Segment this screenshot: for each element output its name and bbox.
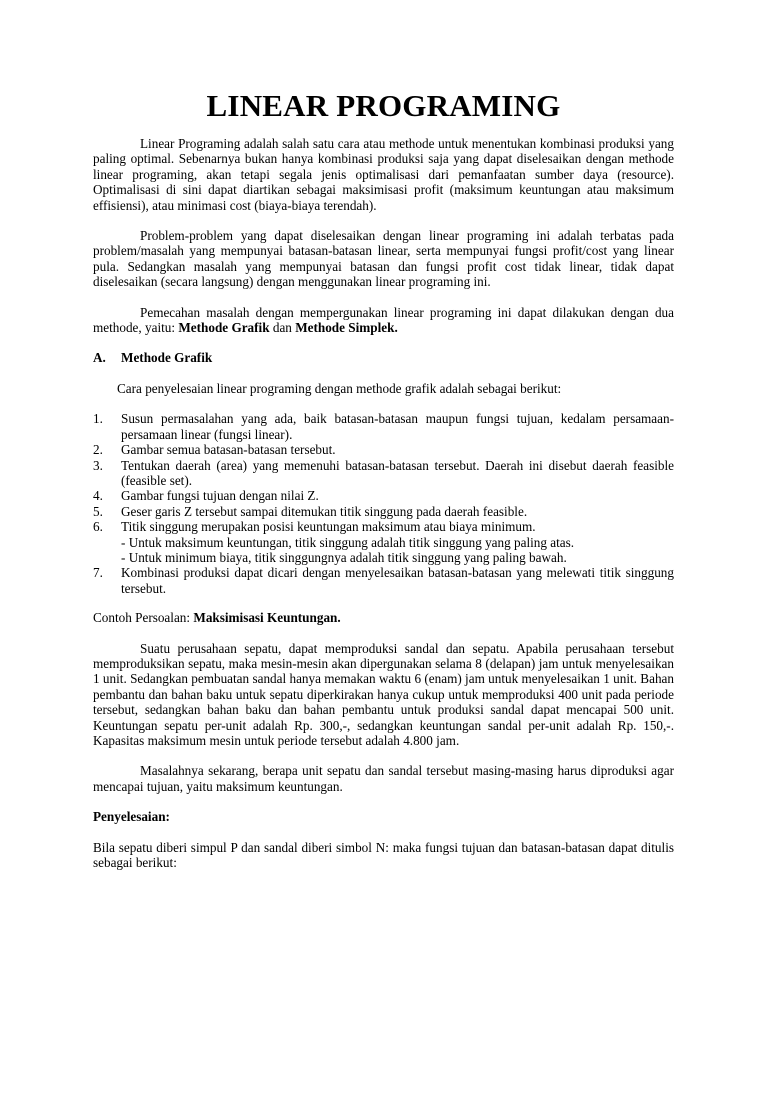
section-a-title: Methode Grafik: [121, 350, 213, 366]
document-page: [0, 88, 768, 1112]
step-number: 4.: [93, 488, 103, 504]
example-heading: [93, 610, 674, 625]
step-number: 2.: [93, 442, 103, 458]
example-paragraph-1: Suatu perusahaan sepatu, dapat memproduksi sandal dan sepatu. Apabila perusahaan tersebut memproduksikan sepatu, maka mesin-mesin akan dipergunakan selama 8 (delapan) jam untuk menyelesaikan 1 unit. Sedangkan pembuatan sandal hanya memakan waktu 6 (enam) jam untuk menyelesaikan 1 unit. Bahan pembantu dan bahan baku untuk sepatu diperkirakan hanya cukup untuk memproduksi 400 unit pada periode tersebut, sedangkan bahan baku dan bahan pembantu untuk produksi sandal dapat mencapai 500 unit. Keuntungan sepatu per-unit adalah Rp. 300,-, sedangkan keuntungan sandal per-unit adalah Rp. 150,-. Kapasitas maksimum mesin untuk periode tersebut adalah 4.800 jam.: [93, 640, 674, 748]
step-text: Susun permasalahan yang ada, baik batasan-batasan maupun fungsi tujuan, kedalam persamaan-persamaan linear (fungsi linear).: [121, 411, 674, 442]
list-item: [93, 411, 674, 442]
solution-heading: [93, 809, 674, 824]
step-subpoint-min: - Untuk minimum biaya, titik singgungnya adalah titik singgung yang paling bawah.: [121, 549, 567, 565]
step-text: Geser garis Z tersebut sampai ditemukan titik singgung pada daerah feasible.: [121, 503, 528, 519]
step-subpoint-max: - Untuk maksimum keuntungan, titik singgung adalah titik singgung yang paling atas.: [121, 534, 575, 550]
step-number: 1.: [93, 411, 103, 427]
step-number: 6.: [93, 519, 103, 535]
step-text: Tentukan daerah (area) yang memenuhi batasan-batasan tersebut. Daerah ini disebut daerah feasible (feasible set).: [121, 457, 674, 488]
list-item: [93, 458, 674, 489]
list-item: [93, 519, 674, 565]
list-item: [93, 488, 674, 503]
method-simplek-label: Methode Simplek.: [295, 320, 398, 336]
section-a-intro: Cara penyelesaian linear programing dengan methode grafik adalah sebagai berikut:: [117, 380, 562, 396]
section-a-heading: [93, 350, 674, 365]
list-item: [93, 442, 674, 457]
list-item: [93, 504, 674, 519]
list-item: [93, 565, 674, 596]
step-text: Gambar semua batasan-batasan tersebut.: [121, 442, 336, 458]
example-title: Maksimisasi Keuntungan.: [193, 610, 341, 626]
section-a-number: A.: [93, 350, 106, 366]
example-label: Contoh Persoalan:: [93, 610, 191, 626]
intro-paragraph-1: Linear Programing adalah salah satu cara atau methode untuk menentukan kombinasi produksi yang paling optimal. Sebenarnya bukan hanya kombinasi produksi saja yang dapat diselesaikan dengan methode linear programing, akan tetapi segala jenis optimalisasi dari pemanfaatan sumber daya (resource). Optimalisasi di sini dapat diartikan sebagai maksimisasi profit (maksimum keuntungan atau maksimum effisiensi), atau minimasi cost (biaya-biaya terendah).: [93, 136, 674, 213]
methods-and-text: dan: [272, 320, 292, 336]
step-text: Titik singgung merupakan posisi keuntungan maksimum atau biaya minimum.: [121, 519, 536, 535]
method-grafik-label: Methode Grafik: [178, 320, 270, 336]
solution-paragraph: Bila sepatu diberi simpul P dan sandal diberi simbol N: maka fungsi tujuan dan batasan-batasan dapat ditulis sebagai berikut:: [93, 839, 674, 871]
step-text: Gambar fungsi tujuan dengan nilai Z.: [121, 488, 319, 504]
example-paragraph-2: Masalahnya sekarang, berapa unit sepatu dan sandal tersebut masing-masing harus diproduksi agar mencapai tujuan, yaitu maksimum keuntungan.: [93, 763, 674, 794]
step-text: Kombinasi produksi dapat dicari dengan menyelesaikan batasan-batasan yang melewati titik singgung tersebut.: [121, 565, 674, 596]
intro-paragraph-3: [93, 305, 674, 336]
steps-list: [93, 411, 674, 596]
step-number: 5.: [93, 503, 103, 519]
intro-paragraph-2: Problem-problem yang dapat diselesaikan dengan linear programing ini adalah terbatas pada problem/masalah yang mempunyai batasan-batasan linear, serta mempunyai fungsi profit/cost yang linear pula. Sedangkan masalah yang mempunyai batasan dan fungsi profit cost tidak linear, tidak dapat diselesaikan (secara langsung) dengan menggunakan linear programing ini.: [93, 228, 674, 290]
document-title: LINEAR PROGRAMING: [206, 88, 561, 123]
solution-label: Penyelesaian:: [93, 809, 170, 825]
methods-intro-text: Pemecahan masalah dengan mempergunakan linear programing ini dapat dilakukan dengan dua methode, yaitu:: [93, 304, 674, 336]
step-number: 7.: [93, 565, 103, 581]
step-number: 3.: [93, 457, 103, 473]
